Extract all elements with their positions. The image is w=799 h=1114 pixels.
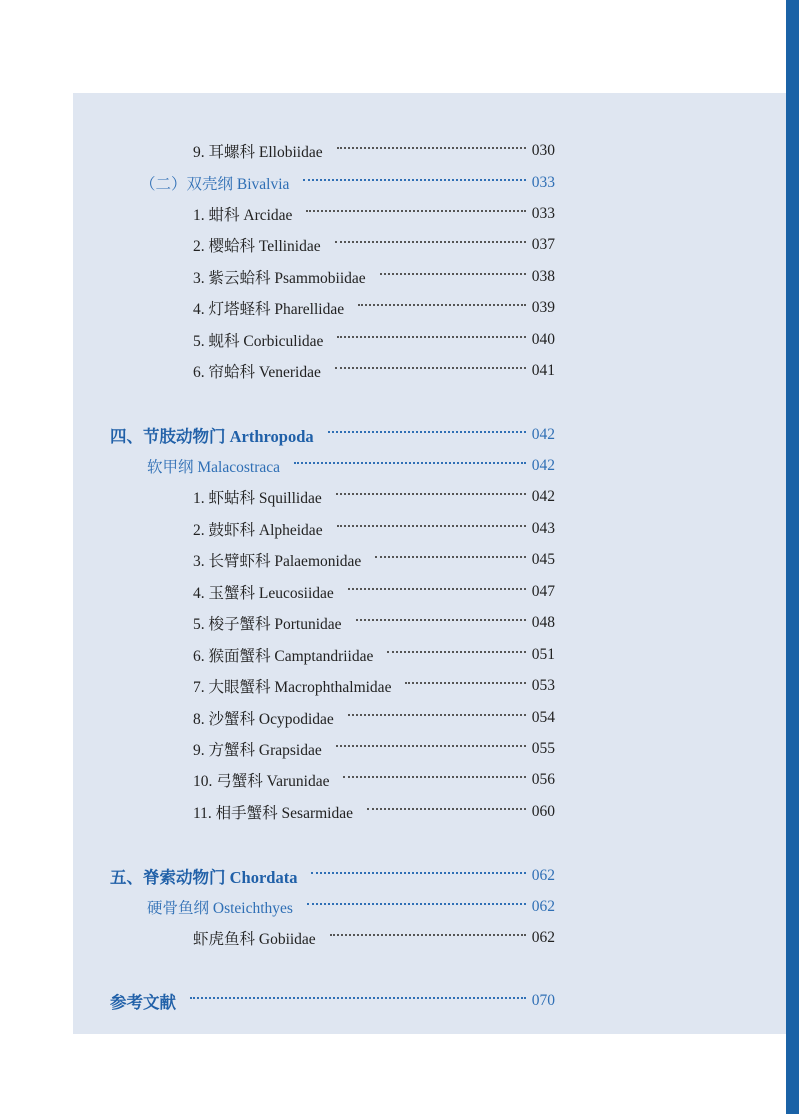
dot-leader [303,179,526,181]
dot-leader [335,241,526,243]
toc-entry-psammobiidae[interactable] [193,265,555,289]
dot-leader [337,336,526,338]
toc-entry-label: 参考文献 [110,993,176,1012]
dot-leader [348,714,526,716]
toc-entry-malacostraca[interactable] [147,454,555,478]
toc-page-number: 043 [531,520,555,537]
toc-entry-palaemonidae[interactable] [193,548,555,572]
toc-page-number: 070 [531,992,555,1009]
dot-leader [306,210,526,212]
dot-leader [335,367,526,369]
toc-entry-leucosiidae[interactable] [193,580,555,604]
toc-entry-label: （二）双壳纲 Bivalvia [140,176,290,193]
dot-leader [343,776,526,778]
dot-leader [380,273,526,275]
toc-entry-tellinidae[interactable] [193,233,555,257]
toc-page-number: 054 [531,709,555,726]
toc-entry-grapsidae[interactable] [193,737,555,761]
toc-page-number: 048 [531,614,555,631]
toc-entry-ellobiidae[interactable] [193,139,555,163]
dot-leader [307,903,526,905]
toc-page-number: 037 [531,236,555,253]
toc-entry-label: 6. 帘蛤科 Veneridae [193,364,321,381]
toc-entry-bivalvia[interactable] [140,171,555,195]
toc-page-number: 062 [531,867,555,884]
dot-leader [336,493,526,495]
toc-entry-macrophthalmidae[interactable] [193,674,555,698]
dot-leader [337,147,526,149]
toc-entry-corbiculidae[interactable] [193,328,555,352]
toc-entry-alpheidae[interactable] [193,517,555,541]
toc-page-number: 062 [531,929,555,946]
dot-leader [190,997,526,999]
dot-leader [367,808,526,810]
dot-leader [336,745,526,747]
toc-entry-osteichthyes[interactable] [147,895,555,919]
toc-entry-label: 6. 猴面蟹科 Camptandriidae [193,648,374,665]
dot-leader [328,431,526,433]
dot-leader [375,556,526,558]
toc-entry-label: 五、脊索动物门 Chordata [110,868,298,887]
toc-page-number: 040 [531,331,555,348]
toc-entry-label: 11. 相手蟹科 Sesarmidae [193,805,353,822]
toc-entry-chordata[interactable] [110,864,555,888]
toc-entry-label: 软甲纲 Malacostraca [147,459,280,476]
toc-entry-veneridae[interactable] [193,359,555,383]
dot-leader [356,619,526,621]
dot-leader [387,651,526,653]
toc-entry-ocypodidae[interactable] [193,706,555,730]
toc-page-number: 047 [531,583,555,600]
toc-entry-label: 1. 虾蛄科 Squillidae [193,490,322,507]
toc-page-number: 042 [531,426,555,443]
dot-leader [358,304,526,306]
dot-leader [348,588,526,590]
toc-page-number: 042 [531,457,555,474]
toc-page-number: 056 [531,771,555,788]
toc-page-number: 042 [531,488,555,505]
toc-entry-label: 2. 樱蛤科 Tellinidae [193,238,321,255]
toc-entry-label: 1. 蚶科 Arcidae [193,207,293,224]
toc-page-number: 060 [531,803,555,820]
toc-entry-label: 9. 耳螺科 Ellobiidae [193,144,323,161]
toc-page-number: 038 [531,268,555,285]
toc-entry-squillidae[interactable] [193,485,555,509]
toc-entry-label: 8. 沙蟹科 Ocypodidae [193,711,334,728]
dot-leader [294,462,526,464]
toc-entry-pharellidae[interactable] [193,296,555,320]
toc-entry-camptandriidae[interactable] [193,643,555,667]
toc-page-number: 045 [531,551,555,568]
toc-entry-portunidae[interactable] [193,611,555,635]
toc-entry-label: 5. 蚬科 Corbiculidae [193,333,324,350]
toc-page-number: 051 [531,646,555,663]
toc-entry-label: 5. 梭子蟹科 Portunidae [193,616,342,633]
toc-entry-label: 4. 灯塔蛏科 Pharellidae [193,301,345,318]
toc-entry-label: 硬骨鱼纲 Osteichthyes [147,900,293,917]
toc-entry-label: 7. 大眼蟹科 Macrophthalmidae [193,679,392,696]
toc-entry-gobiidae[interactable] [193,926,555,950]
toc-entry-arcidae[interactable] [193,202,555,226]
dot-leader [311,872,526,874]
side-color-bar [786,0,799,1114]
toc-entry-label: 3. 长臂虾科 Palaemonidae [193,553,362,570]
dot-leader [337,525,526,527]
toc-page-number: 030 [531,142,555,159]
toc-page-number: 039 [531,299,555,316]
toc-page-number: 062 [531,898,555,915]
toc-entry-label: 2. 鼓虾科 Alpheidae [193,522,323,539]
toc-entry-label: 四、节肢动物门 Arthropoda [110,427,314,446]
toc-page-number: 053 [531,677,555,694]
toc-entry-varunidae[interactable] [193,768,555,792]
toc-entry-arthropoda[interactable] [110,423,555,447]
toc-page-number: 041 [531,362,555,379]
toc-entry-label: 9. 方蟹科 Grapsidae [193,742,322,759]
toc-entry-label: 虾虎鱼科 Gobiidae [193,931,316,948]
toc-page-number: 033 [531,174,555,191]
dot-leader [405,682,526,684]
toc-entry-sesarmidae[interactable] [193,800,555,824]
toc-page-number: 033 [531,205,555,222]
toc-entry-label: 10. 弓蟹科 Varunidae [193,773,330,790]
toc-page-number: 055 [531,740,555,757]
toc-entry-label: 4. 玉蟹科 Leucosiidae [193,585,334,602]
dot-leader [330,934,526,936]
toc-entry-label: 3. 紫云蛤科 Psammobiidae [193,270,366,287]
toc-entry-references[interactable] [110,989,555,1013]
